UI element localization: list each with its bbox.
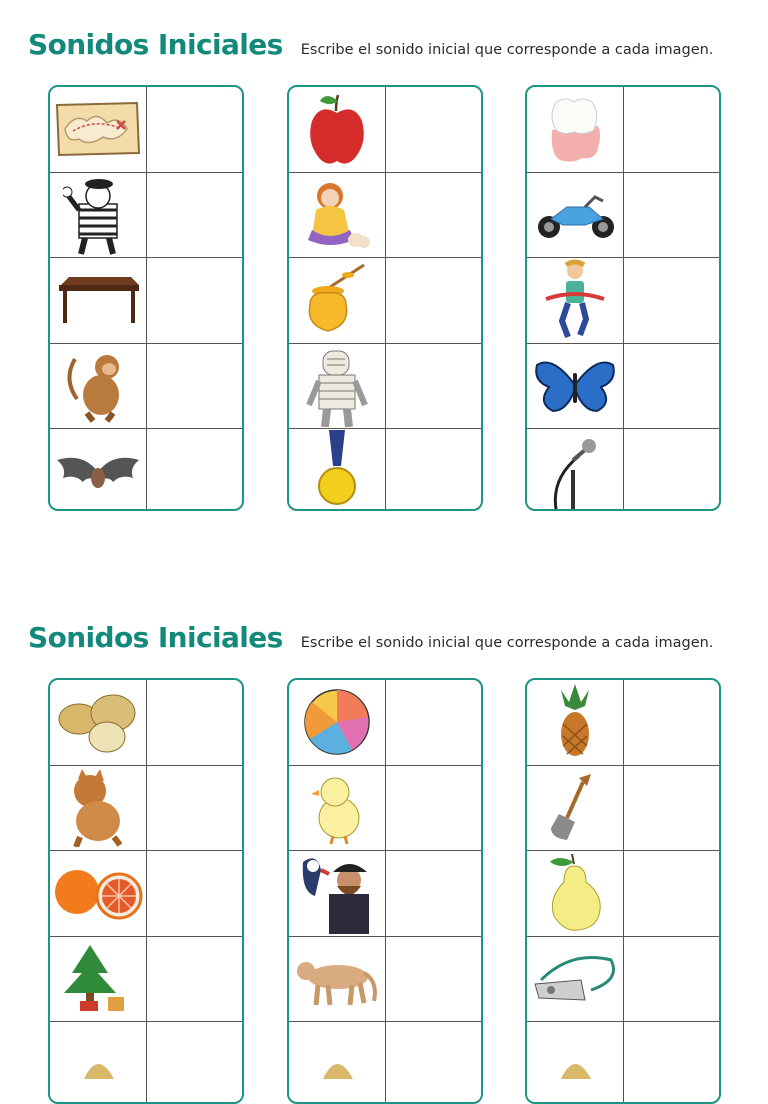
mime-icon [63,174,133,256]
answer-box[interactable] [147,258,242,343]
grid-row [289,87,481,173]
whistle-icon [531,950,619,1008]
grid-row [289,429,481,511]
answer-box[interactable] [386,766,481,851]
potatoes-icon [55,689,141,755]
grid-row [50,680,242,766]
grid-row [289,173,481,259]
answer-box[interactable] [624,937,719,1022]
chick-icon [309,772,365,844]
grid-row [289,766,481,852]
answer-box[interactable] [386,344,481,429]
picture-cell [527,344,624,429]
grid-row [527,87,719,173]
treasure-map-icon [53,99,143,159]
picture-cell [50,1022,147,1104]
table-icon [55,273,141,327]
picture-cell [527,87,624,172]
answer-box[interactable] [624,680,719,765]
picture-cell [289,173,386,258]
picture-grid [287,678,483,1104]
mummy-icon [305,345,369,427]
ball-icon [302,687,372,757]
picture-cell [50,87,147,172]
answer-box[interactable] [147,429,242,511]
picture-cell [527,258,624,343]
picture-cell [527,429,624,511]
answer-box[interactable] [624,344,719,429]
partial-icon [68,1049,128,1079]
answer-box[interactable] [386,1022,481,1104]
answer-box[interactable] [147,87,242,172]
picture-cell [50,766,147,851]
grid-row [527,1022,719,1104]
grid-row [50,851,242,937]
grid-row [50,1022,242,1104]
grid-row [50,344,242,430]
dog-icon [66,769,130,847]
worksheet-header [28,28,713,61]
apple-icon [306,91,368,167]
answer-box[interactable] [147,344,242,429]
grid-row [527,429,719,511]
pirate-icon [293,852,381,934]
answer-box[interactable] [624,429,719,511]
answer-box[interactable] [147,173,242,258]
worksheet-instruction: Escribe el sonido inicial que corresponde a cada imagen. [300,42,714,58]
answer-box[interactable] [386,937,481,1022]
motorcycle-icon [533,189,617,241]
answer-box[interactable] [386,429,481,511]
answer-box[interactable] [147,766,242,851]
answer-box[interactable] [147,851,242,936]
picture-cell [289,937,386,1022]
doll-icon [304,180,370,250]
picture-cell [289,766,386,851]
grid-row [289,680,481,766]
answer-box[interactable] [624,173,719,258]
picture-cell [50,937,147,1022]
molar-tooth-icon [546,94,604,164]
grid-row [50,429,242,511]
worksheet-title: Sonidos Iniciales [28,28,283,61]
picture-cell [289,344,386,429]
picture-cell [527,173,624,258]
answer-box[interactable] [386,851,481,936]
grid-row [289,851,481,937]
grid-row [50,258,242,344]
grid-row [50,87,242,173]
answer-box[interactable] [147,937,242,1022]
picture-cell [289,851,386,936]
picture-cell [289,1022,386,1104]
picture-cell [527,937,624,1022]
grid-row [527,173,719,259]
picture-grid [525,85,721,511]
answer-box[interactable] [386,258,481,343]
answer-box[interactable] [624,851,719,936]
picture-grid [525,678,721,1104]
picture-cell [50,173,147,258]
grid-row [289,1022,481,1104]
worksheet-title: Sonidos Iniciales [28,621,283,654]
grid-row [289,344,481,430]
butterfly-icon [533,355,617,417]
honey-icon [304,261,370,339]
answer-box[interactable] [624,87,719,172]
picture-grid [48,85,244,511]
worksheet-instruction: Escribe el sonido inicial que corresponde a cada imagen. [300,635,714,651]
grid-row [527,766,719,852]
picture-cell [50,680,147,765]
picture-grid [287,85,483,511]
answer-box[interactable] [624,258,719,343]
grid-row [289,258,481,344]
medal-icon [315,430,359,510]
pineapple-icon [555,684,595,760]
grid-row [50,937,242,1023]
picture-cell [289,429,386,511]
answer-box[interactable] [386,680,481,765]
grid-row [50,173,242,259]
picture-cell [289,258,386,343]
picture-cell [527,1022,624,1104]
grid-row [527,680,719,766]
picture-cell [289,680,386,765]
picture-cell [527,680,624,765]
picture-cell [50,851,147,936]
grid-row [527,937,719,1023]
picture-cell [527,851,624,936]
puma-icon [294,951,380,1007]
shovel-icon [545,772,605,844]
picture-cell [527,766,624,851]
picture-cell [289,87,386,172]
grid-row [527,851,719,937]
runner-icon [542,259,608,341]
grid-row [527,258,719,344]
answer-box[interactable] [147,680,242,765]
pine-tree-icon [62,943,134,1015]
microphone-icon [543,430,607,510]
pear-icon [544,854,606,932]
orange-icon [53,864,143,922]
worksheet-header [28,621,713,654]
answer-box[interactable] [147,1022,242,1104]
picture-cell [50,429,147,511]
answer-box[interactable] [624,766,719,851]
grid-row [50,766,242,852]
bat-icon [53,446,143,496]
answer-box[interactable] [386,87,481,172]
partial-icon [307,1049,367,1079]
answer-box[interactable] [624,1022,719,1104]
picture-cell [50,344,147,429]
picture-grid [48,678,244,1104]
partial-icon [545,1049,605,1079]
monkey-icon [63,349,133,423]
grid-row [289,937,481,1023]
picture-cell [50,258,147,343]
answer-box[interactable] [386,173,481,258]
grid-row [527,344,719,430]
